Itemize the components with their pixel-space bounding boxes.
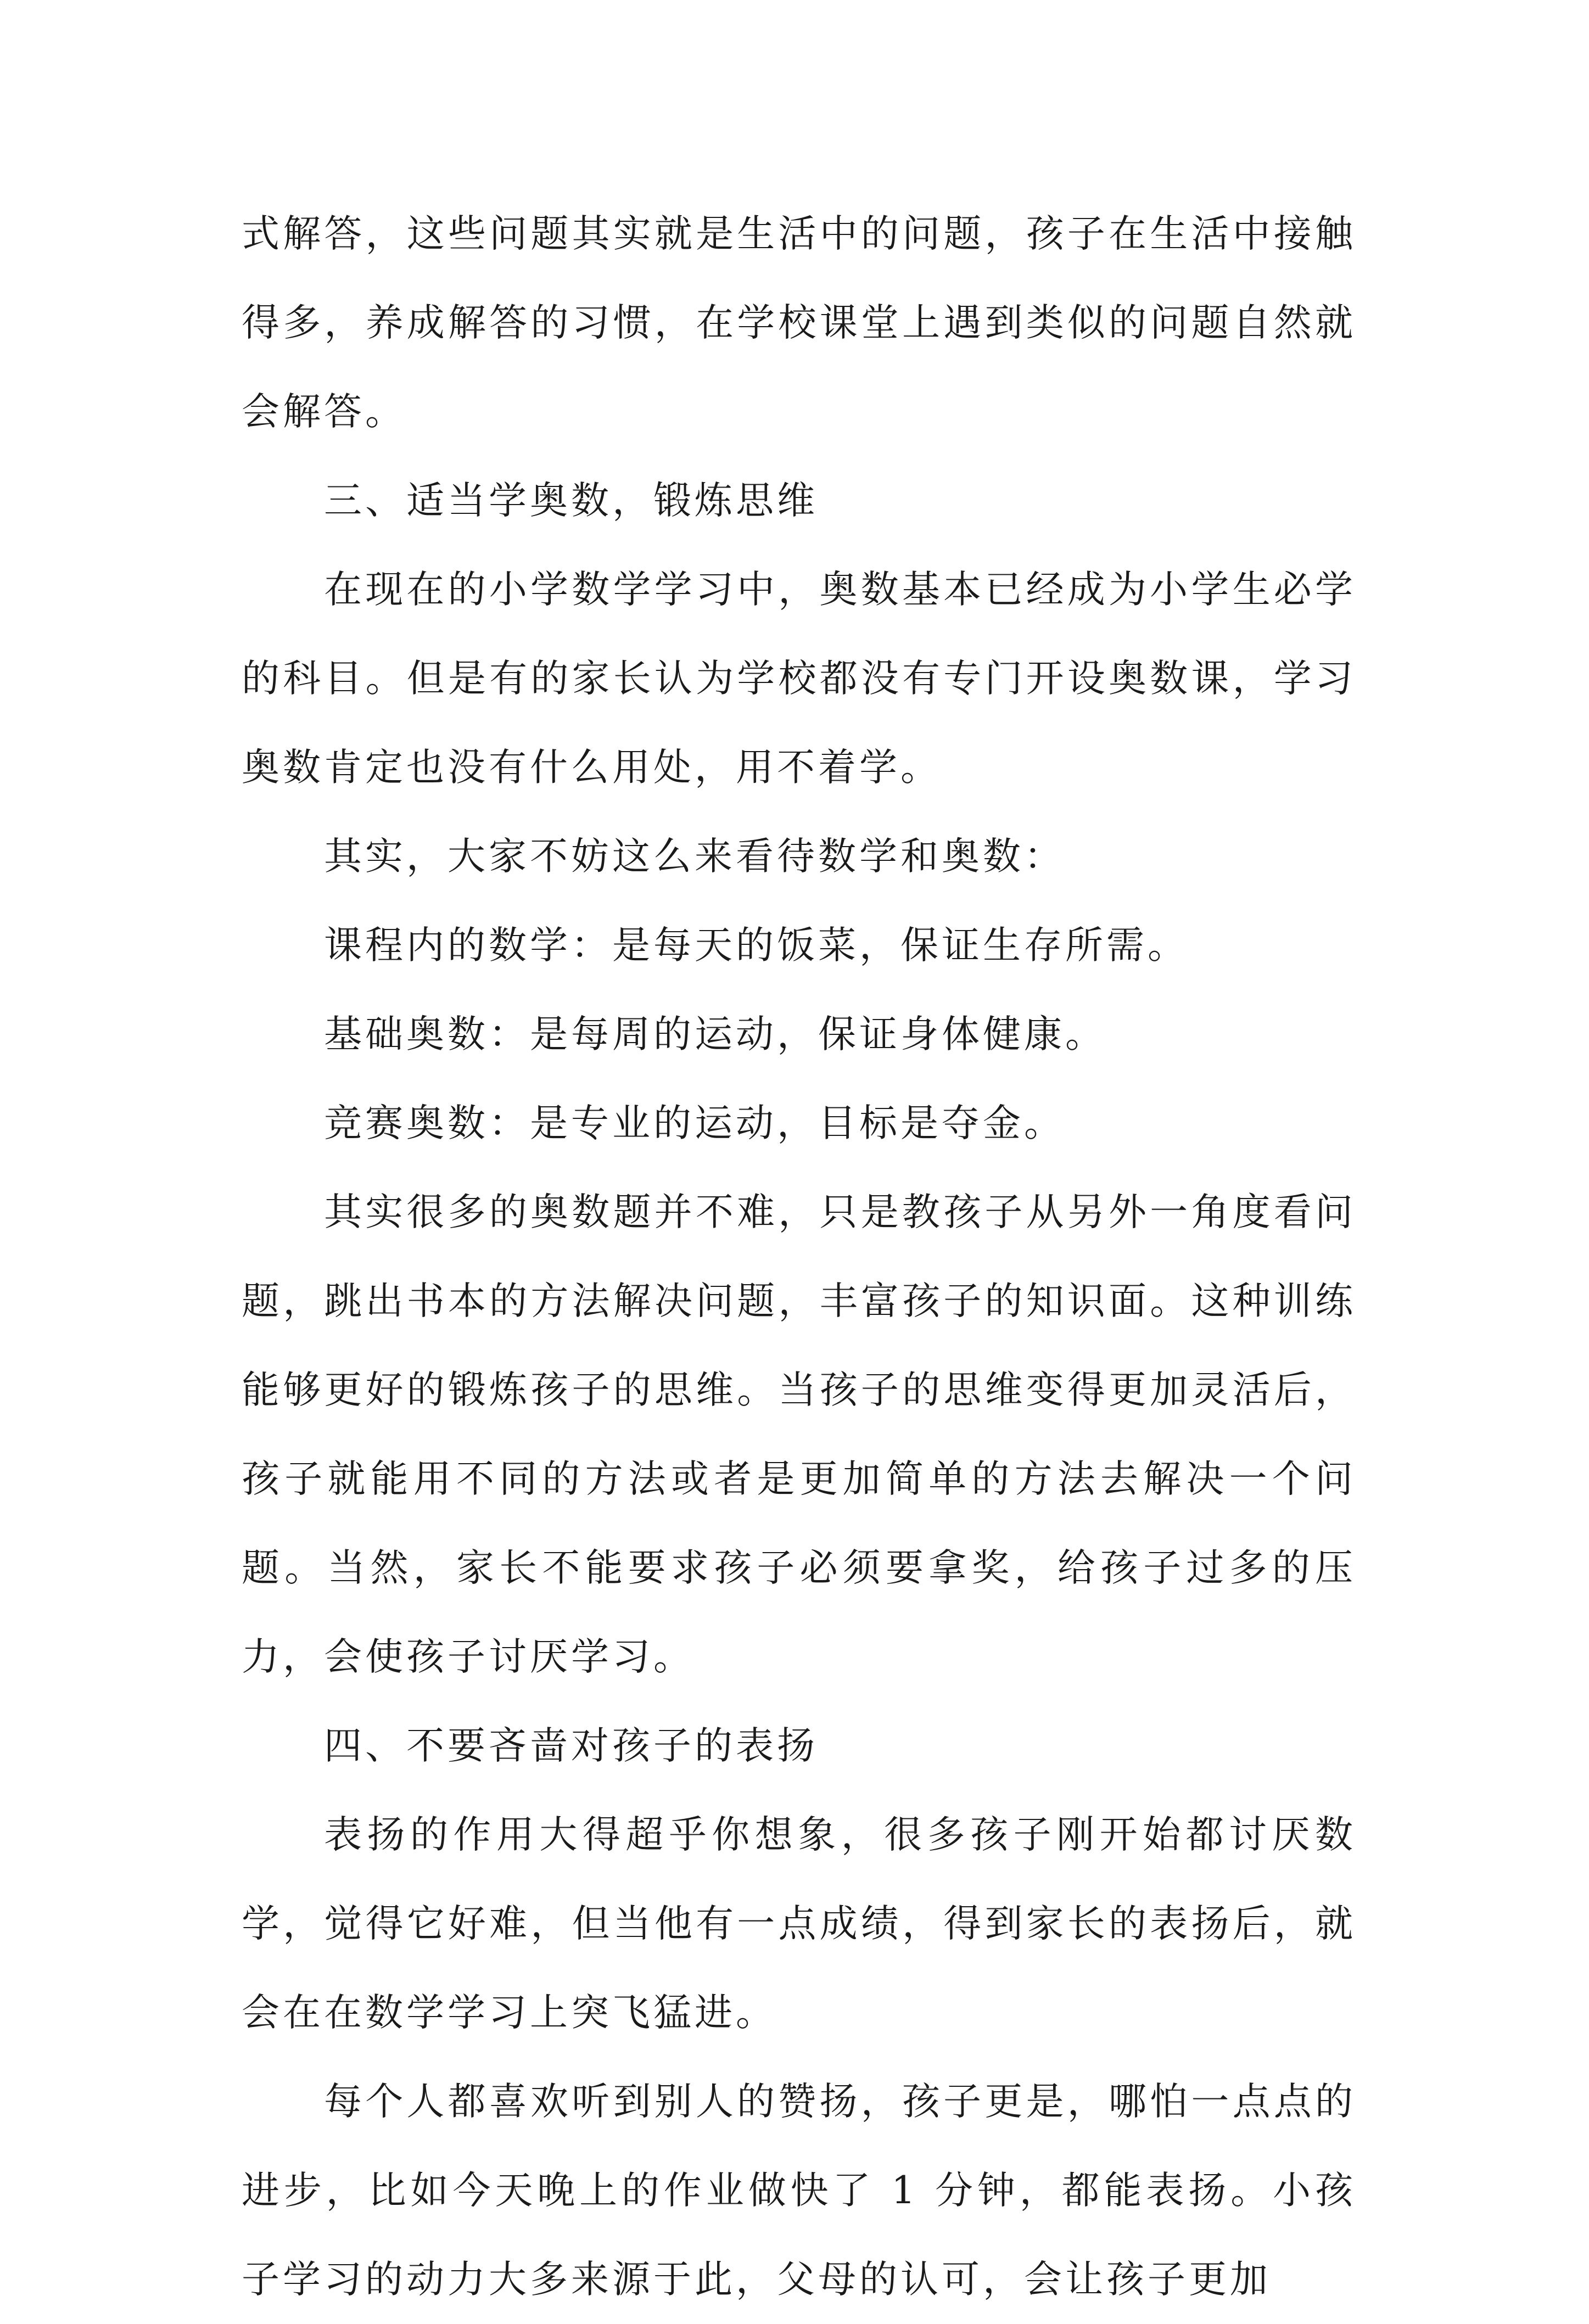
paragraph: 在现在的小学数学学习中，奥数基本已经成为小学生必学的科目。但是有的家长认为学校都没有专门开设奥数课，学习奥数肯定也没有什么用处，用不着学。: [242, 568, 1356, 789]
paragraph: 表扬的作用大得超乎你想象，很多孩子刚开始都讨厌数学，觉得它好难，但当他有一点成绩，得到家长的表扬后，就会在在数学学习上突飞猛进。: [242, 1813, 1356, 2035]
paragraph-continuation: 式解答，这些问题其实就是生活中的问题，孩子在生活中接触得多，养成解答的习惯，在学校课堂上遇到类似的问题自然就会解答。: [242, 212, 1356, 434]
paragraph: 竞赛奥数：是专业的运动，目标是夺金。: [324, 1101, 1065, 1145]
paragraph: 基础奥数：是每周的运动，保证身体健康。: [324, 1012, 1106, 1056]
paragraph: 课程内的数学：是每天的饭菜，保证生存所需。: [324, 923, 1189, 967]
section-heading-4: 四、不要吝啬对孩子的表扬: [324, 1724, 818, 1768]
document-body: [242, 189, 1356, 2324]
paragraph: 每个人都喜欢听到别人的赞扬，孩子更是，哪怕一点点的进步，比如今天晚上的作业做快了 1 分钟，都能表扬。小孩子学习的动力大多来源于此，父母的认可，会让孩子更加: [242, 2080, 1356, 2301]
paragraph: 其实，大家不妨这么来看待数学和奥数：: [324, 835, 1065, 878]
section-heading-3: 三、适当学奥数，锻炼思维: [324, 479, 818, 523]
paragraph: 其实很多的奥数题并不难，只是教孩子从另外一角度看问题，跳出书本的方法解决问题，丰富孩子的知识面。这种训练能够更好的锻炼孩子的思维。当孩子的思维变得更加灵活后，孩子就能用不同的方法或者是更加简单的方法去解决一个问题。当然，家长不能要求孩子必须要拿奖，给孩子过多的压力，会使孩子讨厌学习。: [242, 1190, 1356, 1679]
